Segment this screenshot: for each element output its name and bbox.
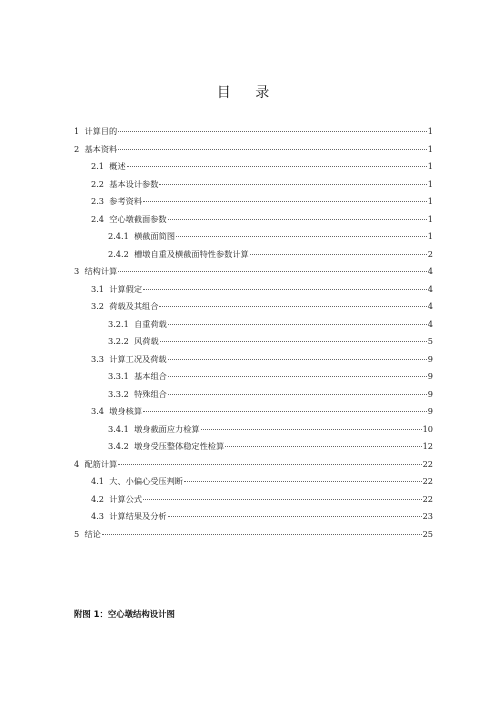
toc-entry-label: 特殊组合 — [134, 388, 167, 399]
toc-entry-label: 参考资料 — [109, 196, 143, 206]
toc-entry-leader-dots — [168, 375, 427, 377]
toc-entry-number: 1 — [74, 126, 80, 136]
toc-entry-page-number: 1 — [427, 231, 433, 241]
toc-entry-label: 大、小偏心受压判断 — [109, 476, 183, 486]
toc-entry-label: 结论 — [84, 528, 101, 539]
toc-entry[interactable] — [74, 457, 433, 471]
toc-entry[interactable] — [108, 247, 433, 261]
toc-entry-page-number: 9 — [427, 353, 433, 364]
toc-entry-leader-dots — [225, 445, 421, 447]
toc-entry-page-number: 22 — [422, 458, 433, 469]
toc-entry-label: 空心墩截面参数 — [109, 213, 167, 224]
toc-entry-label: 墩身截面应力检算 — [134, 423, 200, 434]
toc-entry-label: 自重荷载 — [134, 318, 167, 329]
toc-entry-number: 2 — [74, 143, 80, 154]
toc-entry[interactable] — [91, 352, 433, 366]
toc-entry-number: 4.1 — [91, 476, 105, 486]
toc-entry-page-number: 10 — [422, 423, 433, 434]
toc-entry[interactable] — [91, 212, 433, 226]
toc-entry-page-number: 25 — [422, 528, 433, 539]
toc-entry-label: 基本设计参数 — [109, 178, 159, 189]
toc-entry-number: 4.3 — [91, 511, 105, 521]
toc-entry-leader-dots — [118, 130, 427, 132]
toc-entry-leader-dots — [118, 463, 421, 465]
toc-entry-leader-dots — [118, 148, 427, 150]
toc-entry-number: 3.3.1 — [108, 371, 129, 381]
toc-entry-number: 2.4.2 — [108, 248, 129, 259]
toc-entry-leader-dots — [159, 183, 426, 185]
toc-entry-page-number: 4 — [427, 283, 433, 294]
toc-entry-leader-dots — [143, 288, 427, 290]
toc-entry[interactable] — [108, 369, 433, 383]
appendix-line: 附图 1：空心墩结构设计图 — [74, 609, 175, 619]
toc-entry-page-number: 4 — [427, 318, 433, 329]
toc-entry-leader-dots — [143, 200, 427, 202]
toc-entry-page-number: 1 — [427, 126, 433, 136]
toc-entry[interactable] — [91, 509, 433, 523]
toc-entry-label: 基本资料 — [84, 143, 118, 154]
toc-entry-number: 5 — [74, 528, 80, 539]
toc-entry-number: 3.3.2 — [108, 388, 129, 399]
toc-entry-label: 荷载及其组合 — [109, 301, 159, 311]
toc-entry-label: 计算公式 — [109, 493, 143, 504]
toc-entry-page-number: 9 — [427, 371, 433, 381]
toc-entry-label: 计算结果及分析 — [109, 511, 167, 521]
toc-entry[interactable] — [91, 492, 433, 506]
toc-entry[interactable] — [91, 404, 433, 418]
toc-entry-page-number: 22 — [422, 476, 433, 486]
toc-entry-leader-dots — [168, 393, 427, 395]
toc-entry-label: 结构计算 — [84, 266, 118, 276]
toc-entry[interactable] — [108, 422, 433, 436]
toc-entry[interactable] — [91, 282, 433, 296]
toc-entry-leader-dots — [250, 253, 427, 255]
toc-entry-leader-dots — [143, 498, 422, 500]
toc-entry-leader-dots — [168, 358, 427, 360]
toc-entry-page-number: 5 — [427, 336, 433, 346]
toc-entry-leader-dots — [201, 428, 422, 430]
toc-entry-number: 3.4.1 — [108, 423, 129, 434]
toc-entry-number: 3.4 — [91, 406, 105, 416]
toc-entry-label: 计算假定 — [109, 283, 143, 294]
toc-entry-leader-dots — [102, 533, 422, 535]
toc-entry-label: 计算工况及荷载 — [109, 353, 167, 364]
toc-entry-page-number: 9 — [427, 406, 433, 416]
page-title: 目 录 — [216, 85, 280, 101]
toc-entry-page-number: 22 — [422, 493, 433, 504]
toc-entry-number: 3.1 — [91, 283, 105, 294]
toc-entry[interactable] — [108, 229, 433, 243]
toc-entry-leader-dots — [168, 515, 422, 517]
toc-entry-number: 3.4.2 — [108, 441, 129, 451]
toc-entry[interactable] — [91, 159, 433, 173]
toc-entry[interactable] — [108, 317, 433, 331]
toc-entry[interactable] — [91, 474, 433, 488]
toc-entry-page-number: 1 — [427, 161, 433, 171]
toc-entry-number: 2.4 — [91, 213, 105, 224]
toc-entry-page-number: 4 — [427, 301, 433, 311]
toc-entry[interactable] — [74, 124, 433, 138]
toc-entry-page-number: 12 — [422, 441, 433, 451]
toc-entry-number: 2.1 — [91, 161, 105, 171]
toc-entry-label: 墩身受压整体稳定性检算 — [134, 441, 225, 451]
toc-entry-leader-dots — [168, 218, 427, 220]
toc-entry-leader-dots — [127, 165, 427, 167]
toc-entry-label: 墩身核算 — [109, 406, 143, 416]
toc-entry-leader-dots — [168, 323, 427, 325]
toc-entry-leader-dots — [176, 235, 427, 237]
toc-entry[interactable] — [74, 264, 433, 278]
toc-entry-label: 横截面简图 — [134, 231, 176, 241]
toc-entry-label: 概述 — [109, 161, 126, 171]
toc-entry-label: 风荷载 — [134, 336, 159, 346]
toc-entry-leader-dots — [159, 305, 426, 307]
toc-entry[interactable] — [74, 527, 433, 541]
toc-entry-leader-dots — [160, 340, 427, 342]
toc-entry[interactable] — [74, 142, 433, 156]
toc-entry[interactable] — [91, 194, 433, 208]
toc-entry[interactable] — [108, 439, 433, 453]
toc-entry-number: 4.2 — [91, 493, 105, 504]
toc-entry-page-number: 1 — [427, 143, 433, 154]
toc-entry-label: 计算目的 — [84, 126, 118, 136]
toc-entry-number: 3 — [74, 266, 80, 276]
toc-entry-page-number: 1 — [427, 213, 433, 224]
toc-entry-page-number: 9 — [427, 388, 433, 399]
toc-entry-label: 配筋计算 — [84, 458, 118, 469]
toc-entry-leader-dots — [143, 410, 427, 412]
toc-entry-number: 2.2 — [91, 178, 105, 189]
toc-entry-number: 3.2 — [91, 301, 105, 311]
toc-entry[interactable] — [91, 177, 433, 191]
toc-entry-number: 3.2.2 — [108, 336, 129, 346]
toc-entry-page-number: 4 — [427, 266, 433, 276]
toc-entry-leader-dots — [118, 270, 427, 272]
toc-entry-page-number: 1 — [427, 196, 433, 206]
toc-entry-number: 3.2.1 — [108, 318, 129, 329]
toc-entry[interactable] — [108, 387, 433, 401]
toc-entry-page-number: 2 — [427, 248, 433, 259]
toc-entry-label: 基本组合 — [134, 371, 167, 381]
toc-entry-number: 4 — [74, 458, 80, 469]
toc-entry-label: 槽墩自重及横截面特性参数计算 — [134, 248, 249, 259]
toc-entry[interactable] — [91, 299, 433, 313]
toc-entry[interactable] — [108, 334, 433, 348]
toc-entry-number: 2.3 — [91, 196, 105, 206]
toc-entry-page-number: 23 — [422, 511, 433, 521]
toc-entry-number: 2.4.1 — [108, 231, 129, 241]
toc-entry-number: 3.3 — [91, 353, 105, 364]
toc-entry-page-number: 1 — [427, 178, 433, 189]
toc-entry-leader-dots — [184, 480, 422, 482]
